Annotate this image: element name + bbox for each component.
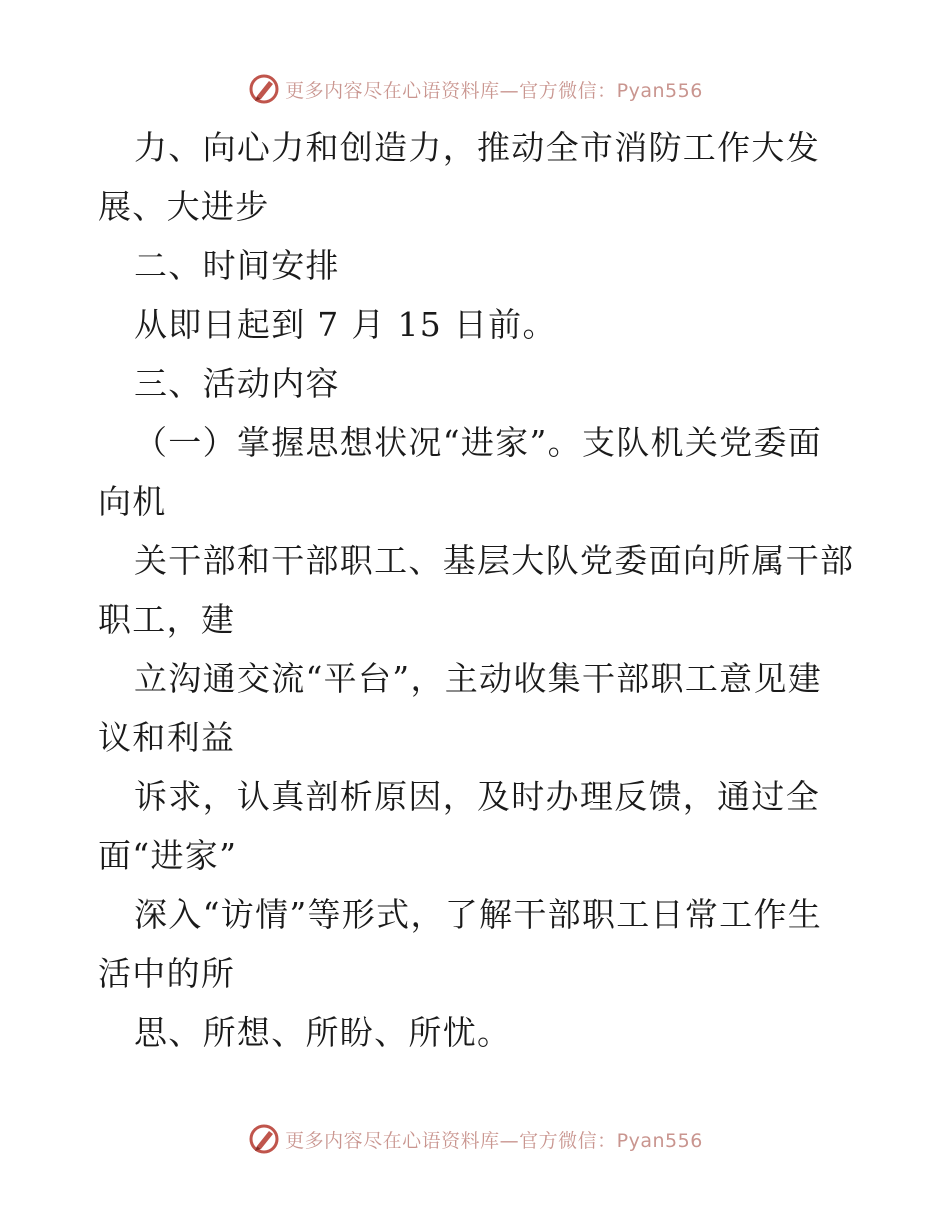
footer-watermark [0,1122,950,1156]
pen-circle-logo-icon [247,72,281,106]
text-line: 从即日起到 7 月 15 日前。 [134,305,557,344]
text-line: 议和利益 [98,718,236,757]
text-line: 展、大进步 [98,187,270,226]
watermark-text: 更多内容尽在心语资料库—官方微信：Pyan556 [285,1129,703,1152]
text-line: 诉求，认真剖析原因，及时办理反馈，通过全 [134,777,820,816]
text-line: 关干部和干部职工、基层大队党委面向所属干部 [134,541,855,580]
text-line: 面“进家” [98,836,238,875]
section-heading: 二、时间安排 [134,246,340,285]
text-line: 力、向心力和创造力，推动全市消防工作大发 [134,128,820,167]
text-line: 思、所想、所盼、所忧。 [134,1013,512,1052]
pen-circle-logo-icon [247,1122,281,1156]
text-line: （一）掌握思想状况“进家”。支队机关党委面 [134,423,823,462]
text-line: 活中的所 [98,954,236,993]
text-line: 立沟通交流“平台”，主动收集干部职工意见建 [134,659,823,698]
text-line: 向机 [98,482,167,521]
header-watermark [0,72,950,106]
text-line: 职工，建 [98,600,236,639]
watermark-text: 更多内容尽在心语资料库—官方微信：Pyan556 [285,79,703,102]
text-line: 深入“访情”等形式，了解干部职工日常工作生 [134,895,823,934]
document-body [98,118,858,1062]
section-heading: 三、活动内容 [134,364,340,403]
